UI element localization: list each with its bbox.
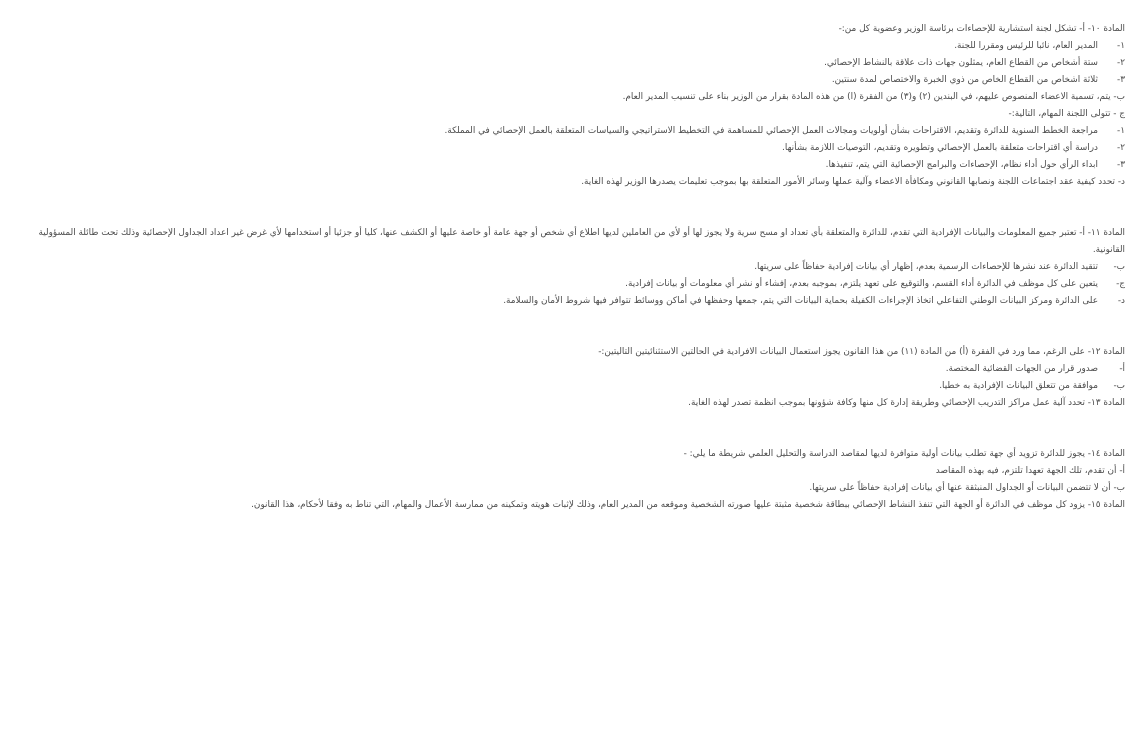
list-text: موافقة من تتعلق البيانات الإفرادية به خطيا. (939, 381, 1098, 391)
article-10-clause-b: ب- يتم، تسمية الاعضاء المنصوص عليهم، في البندين (٢) و(٣) من الفقرة (ا) من هذه المادة بقرار من الوزير بناء على تنسيب المدير العام. (622, 92, 1125, 102)
list-marker: ج- (1116, 279, 1125, 289)
article-14-heading: المادة ١٤- يجوز للدائرة تزويد أي جهة تطلب بيانات أولية متوافرة لديها لمقاصد الدراسة والتحليل العلمي شريطة ما يلي: - (683, 449, 1125, 459)
list-marker: ب- (1113, 262, 1125, 272)
list-item (14, 293, 1125, 310)
list-marker: ١- (1117, 41, 1125, 51)
list-item (14, 55, 1125, 72)
list-text: تتقيد الدائرة عند نشرها للإحصاءات الرسمية بعدم، إظهار أي بيانات إفرادية حفاظاً على سريتها. (754, 262, 1098, 272)
list-item (14, 259, 1125, 276)
list-marker: د- (1117, 296, 1125, 306)
list-item (14, 157, 1125, 174)
section-spacer (14, 412, 1125, 446)
list-marker: ١- (1117, 126, 1125, 136)
list-marker: ب- (1113, 381, 1125, 391)
article-14-clause-b: ب- أن لا تتضمن البيانات أو الجداول المنبثقة عنها أي بيانات إفرادية حفاظاً على سريتها. (809, 483, 1125, 493)
article-13-text: المادة ١٣- تحدد آلية عمل مراكز التدريب الإحصائي وطريقة إدارة كل منها وكافة شؤونها بموجب انظمة تصدر لهذه الغاية. (688, 398, 1125, 408)
article-15-text: المادة ١٥- يزود كل موظف في الدائرة أو الجهة التي تنفذ النشاط الإحصائي ببطاقة شخصية مثبتة عليها صورته الشخصية وموقعه من المدير العام، وذلك لإثبات هويته وتمكينه من ممارسة الأعمال والمهام، التي تناط به وفقا لأحكام، هذا القانون. (251, 500, 1125, 510)
list-item (14, 72, 1125, 89)
list-text: صدور قرار من الجهات القضائية المختصة. (945, 364, 1098, 374)
article-12-heading: المادة ١٢- على الرغم، مما ورد في الفقرة (أ) من المادة (١١) من هذا القانون يجوز استعمال البيانات الافرادية في الحالتين الاستثنائيتين التاليتين:- (598, 347, 1125, 357)
list-item (14, 378, 1125, 395)
list-item (14, 140, 1125, 157)
list-marker: أ- (1119, 364, 1125, 374)
list-item (14, 123, 1125, 140)
list-item (14, 38, 1125, 55)
list-text: دراسة أي اقتراحات متعلقة بالعمل الإحصائي وتطويره وتقديم، التوصيات اللازمة بشأنها. (782, 143, 1098, 153)
list-text: مراجعة الخطط السنوية للدائرة وتقديم، الاقتراحات بشأن أولويات ومجالات العمل الإحصائي للمساهمة في التخطيط الاستراتيجي والسياسات المتعلقة بالعمل الإحصائي في المملكة. (444, 126, 1098, 136)
section-spacer (14, 191, 1125, 225)
list-marker: ٣- (1117, 75, 1125, 85)
article-14-clause-a: أ- أن تقدم، تلك الجهة تعهدا تلتزم، فيه بهذه المقاصد (935, 466, 1125, 476)
article-11-clause-a: المادة ١١- أ- تعتبر جميع المعلومات والبيانات الإفرادية التي تقدم، للدائرة والمتعلقة بأي تعداد او مسح سرية ولا يجوز لها أو لأي من العاملين لديها اطلاع أي شخص أو جهة عامة أو خاصة عليها أو الكشف عنها، كليا أو جزئيا أو استخدامها لأي غرض غير اعداد الجداول الإحصائية وذلك تحت طائلة المسؤولية القانونية. (38, 228, 1125, 255)
list-text: ثلاثة اشخاص من القطاع الخاص من ذوي الخبرة والاختصاص لمدة سنتين. (831, 75, 1098, 85)
article-10-heading: المادة ١٠- أ- تشكل لجنة استشارية للإحصاءات برئاسة الوزير وعضوية كل من:- (838, 24, 1125, 34)
list-marker: ٢- (1117, 58, 1125, 68)
list-text: ابداء الرأي حول أداء نظام، الإحصاءات والبرامج الإحصائية التي يتم، تنفيذها. (825, 160, 1098, 170)
list-marker: ٣- (1117, 160, 1125, 170)
article-10-clause-d: د- تحدد كيفية عقد اجتماعات اللجنة ونصابها القانوني ومكافأة الاعضاء وآلية عملها وسائر الأمور المتعلقة بها بموجب تعليمات يصدرها الوزير لهذه الغاية. (581, 177, 1125, 187)
list-item (14, 361, 1125, 378)
list-text: على الدائرة ومركز البيانات الوطني التفاعلي اتخاذ الإجراءات الكفيلة بحماية البيانات التي يتم، جمعها وحفظها في أماكن ووسائط تتوافر فيها شروط الأمان والسلامة. (503, 296, 1098, 306)
list-text: المدير العام، نائبا للرئيس ومقررا للجنة. (954, 41, 1098, 51)
list-item (14, 276, 1125, 293)
list-text: ستة أشخاص من القطاع العام، يمثلون جهات ذات علاقة بالنشاط الإحصائي. (824, 58, 1098, 68)
list-marker: ٢- (1117, 143, 1125, 153)
list-text: يتعين على كل موظف في الدائرة أداء القسم، والتوقيع على تعهد يلتزم، بموجبه بعدم، إفشاء أو نشر أي معلومات أو بيانات إفرادية. (625, 279, 1098, 289)
section-spacer (14, 310, 1125, 344)
article-10-clause-c-heading: ج - تتولى اللجنة المهام، التالية:- (1008, 109, 1125, 119)
